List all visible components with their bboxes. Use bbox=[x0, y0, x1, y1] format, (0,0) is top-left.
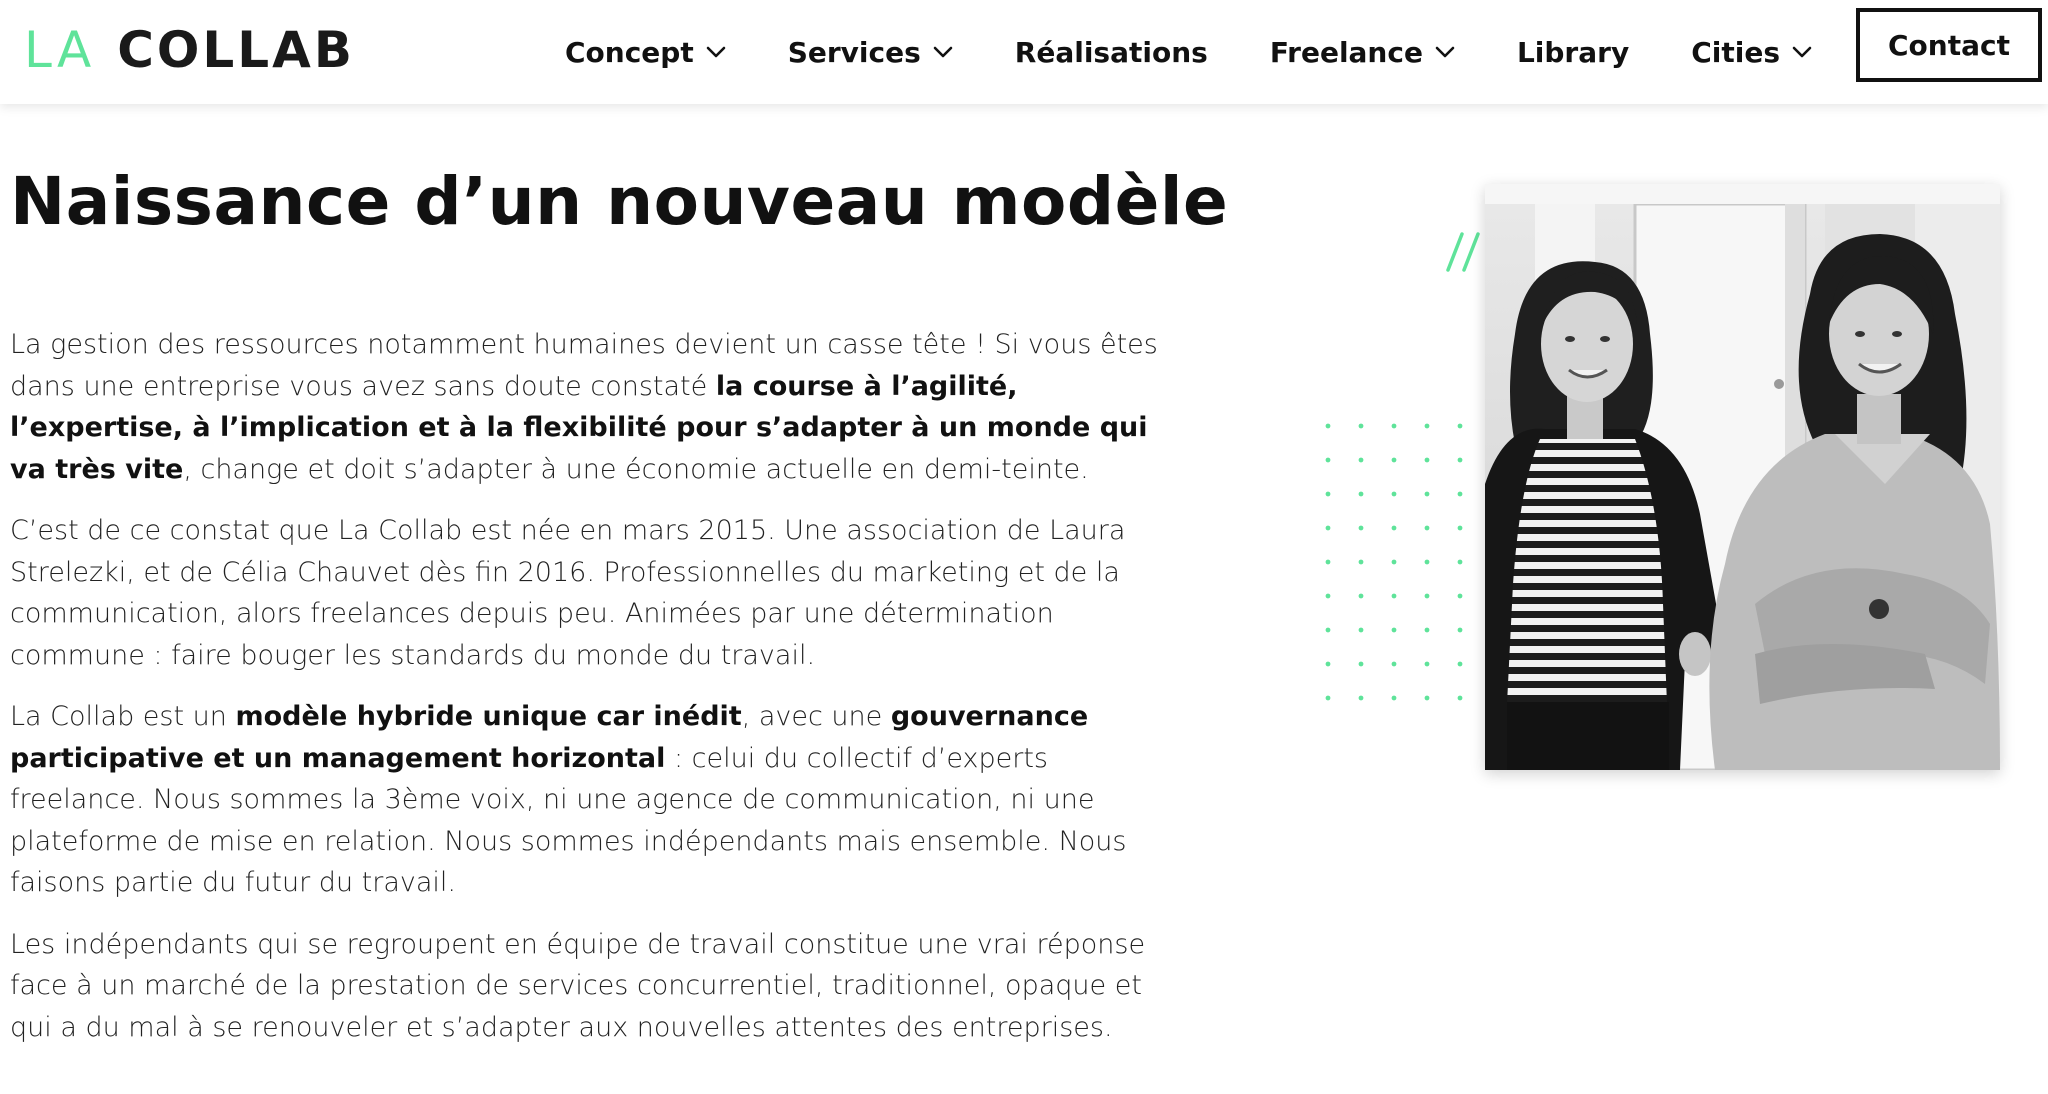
article-body bbox=[10, 324, 1160, 1068]
paragraph bbox=[10, 510, 1160, 676]
decorative-dot bbox=[1326, 696, 1331, 701]
decorative-dot bbox=[1458, 458, 1463, 463]
site-header bbox=[0, 0, 2048, 104]
decorative-dot bbox=[1326, 458, 1331, 463]
decorative-dot bbox=[1425, 492, 1430, 497]
paragraph bbox=[10, 696, 1160, 904]
decorative-dot bbox=[1359, 662, 1364, 667]
decorative-dot bbox=[1392, 594, 1397, 599]
nav-item-label: Cities bbox=[1691, 35, 1780, 69]
decorative-dot bbox=[1359, 492, 1364, 497]
decorative-dot bbox=[1425, 594, 1430, 599]
decorative-slashes-icon bbox=[1444, 230, 1488, 278]
paragraph-bold-text: gouvernance participative et un management horizontal bbox=[10, 701, 1089, 774]
logo-text-collab: COLLAB bbox=[117, 21, 355, 79]
decorative-dot bbox=[1392, 458, 1397, 463]
chevron-down-icon bbox=[706, 46, 726, 58]
paragraph-text: , avec une bbox=[741, 701, 891, 732]
nav-item-label: Library bbox=[1516, 35, 1630, 69]
decorative-dot bbox=[1326, 594, 1331, 599]
decorative-dot bbox=[1425, 424, 1430, 429]
decorative-dot bbox=[1359, 560, 1364, 565]
nav-item-services[interactable] bbox=[788, 36, 953, 69]
paragraph-text: C’est de ce constat que La Collab est née en mars 2015. Une association de Laura Strelezki, et de Célia Chauvet dès fin 2016. Professionnelles du marketing et de la communication, alors freelances depuis peu. Animées par une détermination commune : faire bouger les standards du monde du travail. bbox=[10, 515, 1126, 671]
logo-text-la: LA bbox=[24, 21, 96, 79]
paragraph bbox=[10, 924, 1160, 1049]
chevron-down-icon bbox=[1435, 46, 1455, 58]
nav-item-cities[interactable] bbox=[1691, 36, 1812, 69]
chevron-down-icon bbox=[1792, 46, 1812, 58]
decorative-dot bbox=[1458, 560, 1463, 565]
page-title: Naissance d’un nouveau modèle bbox=[10, 163, 1229, 240]
decorative-dot bbox=[1458, 696, 1463, 701]
decorative-dot bbox=[1359, 424, 1364, 429]
decorative-dot bbox=[1359, 526, 1364, 531]
decorative-dot bbox=[1458, 594, 1463, 599]
nav-item-library[interactable] bbox=[1517, 36, 1629, 69]
decorative-dot bbox=[1359, 458, 1364, 463]
decorative-dot bbox=[1458, 662, 1463, 667]
paragraph-text: La Collab est un bbox=[10, 701, 236, 732]
site-logo[interactable] bbox=[24, 22, 355, 78]
paragraph-bold-text: modèle hybride unique car inédit bbox=[235, 701, 742, 732]
decorative-dot bbox=[1359, 696, 1364, 701]
decorative-dot bbox=[1458, 526, 1463, 531]
decorative-dot bbox=[1359, 594, 1364, 599]
decorative-dot bbox=[1392, 628, 1397, 633]
decorative-dot bbox=[1326, 560, 1331, 565]
paragraph-text: Les indépendants qui se regroupent en équipe de travail constitue une vrai réponse face à un marché de la prestation de services concurrentiel, traditionnel, opaque et qui a du mal à se renouveler et s’adapter aux nouvelles attentes des entreprises. bbox=[10, 928, 1146, 1043]
decorative-dot bbox=[1392, 662, 1397, 667]
decorative-dot bbox=[1425, 628, 1430, 633]
decorative-dot bbox=[1326, 526, 1331, 531]
chevron-down-icon bbox=[933, 46, 953, 58]
decorative-dot bbox=[1392, 560, 1397, 565]
nav-item-label: Concept bbox=[564, 35, 694, 69]
team-photo bbox=[1485, 184, 2000, 770]
decorative-dot bbox=[1392, 696, 1397, 701]
decorative-dot bbox=[1425, 458, 1430, 463]
decorative-dot bbox=[1392, 492, 1397, 497]
nav-item-realisations[interactable] bbox=[1015, 36, 1208, 69]
decorative-dot bbox=[1425, 526, 1430, 531]
decorative-dot bbox=[1458, 424, 1463, 429]
decorative-dot bbox=[1326, 424, 1331, 429]
decorative-dot bbox=[1392, 424, 1397, 429]
paragraph-text: , change et doit s’adapter à une économie actuelle en demi-teinte. bbox=[183, 453, 1089, 485]
decorative-dot bbox=[1326, 628, 1331, 633]
nav-item-label: Freelance bbox=[1269, 35, 1423, 69]
decorative-dot bbox=[1392, 526, 1397, 531]
decorative-dot bbox=[1425, 696, 1430, 701]
paragraph bbox=[10, 324, 1160, 490]
paragraph-text: : celui du collectif d’experts freelance. Nous sommes la 3ème voix, ni une agence de communication, ni une plateforme de mise en relation. Nous sommes indépendants mais ensemble. Nous faisons partie du futur du travail. bbox=[10, 742, 1127, 898]
decorative-dot bbox=[1458, 492, 1463, 497]
decorative-dot bbox=[1425, 662, 1430, 667]
contact-button[interactable]: Contact bbox=[1856, 8, 2042, 82]
nav-item-label: Réalisations bbox=[1014, 35, 1208, 69]
nav-item-freelance[interactable] bbox=[1270, 36, 1455, 69]
decorative-dot bbox=[1326, 492, 1331, 497]
decorative-dot-grid bbox=[1320, 418, 1480, 712]
decorative-dot bbox=[1326, 662, 1331, 667]
main-nav bbox=[565, 0, 1812, 104]
paragraph-bold-text: la course à l’agilité, l’expertise, à l’implication et à la flexibilité pour s’adapter à un monde qui va très vite bbox=[10, 370, 1148, 485]
decorative-dot bbox=[1425, 560, 1430, 565]
paragraph-text: La gestion des ressources notamment humaines devient un casse tête ! Si vous êtes dans une entreprise vous avez sans doute constaté bbox=[10, 329, 1158, 402]
decorative-dot bbox=[1359, 628, 1364, 633]
nav-item-concept[interactable] bbox=[565, 36, 726, 69]
decorative-dot bbox=[1458, 628, 1463, 633]
nav-item-label: Services bbox=[787, 35, 921, 69]
